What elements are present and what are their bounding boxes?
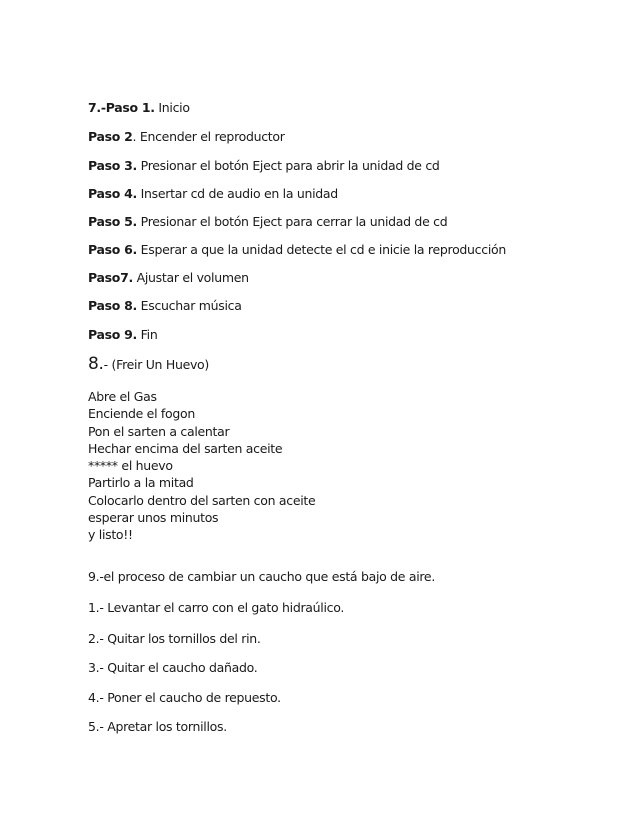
step-label: Paso 4. — [88, 186, 137, 201]
recipe-line: Pon el sarten a calentar — [88, 423, 230, 439]
section-8-title: - (Freir Un Huevo) — [103, 357, 209, 372]
section-9-heading: 9.-el proceso de cambiar un caucho que está bajo de aire. — [88, 569, 435, 584]
step-text: Presionar el botón Eject para abrir la unidad de cd — [137, 158, 440, 173]
step-label: Paso 2 — [88, 129, 133, 144]
step-text: Fin — [137, 327, 158, 342]
step-line — [88, 242, 506, 258]
step-text: Escuchar música — [137, 298, 242, 313]
section-8-heading — [88, 356, 209, 373]
step-label: 7.-Paso 1. — [88, 100, 155, 115]
step-line — [88, 186, 338, 202]
step-label: Paso 3. — [88, 158, 137, 173]
step-text: . Encender el reproductor — [132, 129, 285, 144]
list-item: 5.- Apretar los tornillos. — [88, 719, 227, 734]
step-text: Esperar a que la unidad detecte el cd e inicie la reproducción — [137, 242, 506, 257]
recipe-line: Enciende el fogon — [88, 406, 195, 422]
list-item: 2.- Quitar los tornillos del rin. — [88, 631, 261, 646]
recipe-line: Colocarlo dentro del sarten con aceite — [88, 492, 316, 508]
step-line — [88, 129, 285, 145]
list-item: 4.- Poner el caucho de repuesto. — [88, 690, 281, 705]
step-line — [88, 100, 190, 116]
recipe-line: Abre el Gas — [88, 389, 157, 404]
recipe-line: Hechar encima del sarten aceite — [88, 440, 283, 456]
step-text: Inicio — [154, 100, 190, 115]
recipe-line: ***** el huevo — [88, 458, 173, 474]
recipe-line: y listo!! — [88, 527, 133, 543]
step-label: Paso7. — [88, 270, 133, 285]
step-label: Paso 6. — [88, 242, 137, 257]
recipe-line: esperar unos minutos — [88, 510, 219, 526]
step-text: Insertar cd de audio en la unidad — [137, 186, 338, 201]
section-8-number: 8. — [88, 354, 104, 374]
step-line — [88, 327, 157, 343]
step-line — [88, 270, 249, 286]
list-item: 1.- Levantar el carro con el gato hidraúlico. — [88, 600, 345, 615]
recipe-line: Partirlo a la mitad — [88, 475, 194, 491]
section-8-body — [88, 388, 315, 544]
step-line — [88, 298, 242, 314]
step-label: Paso 5. — [88, 214, 137, 229]
step-text: Ajustar el volumen — [132, 270, 249, 285]
document-page — [88, 0, 608, 826]
step-label: Paso 9. — [88, 327, 137, 342]
list-item: 3.- Quitar el caucho dañado. — [88, 660, 258, 675]
step-line — [88, 214, 447, 230]
step-text: Presionar el botón Eject para cerrar la unidad de cd — [137, 214, 448, 229]
step-line — [88, 158, 440, 174]
step-label: Paso 8. — [88, 298, 137, 313]
